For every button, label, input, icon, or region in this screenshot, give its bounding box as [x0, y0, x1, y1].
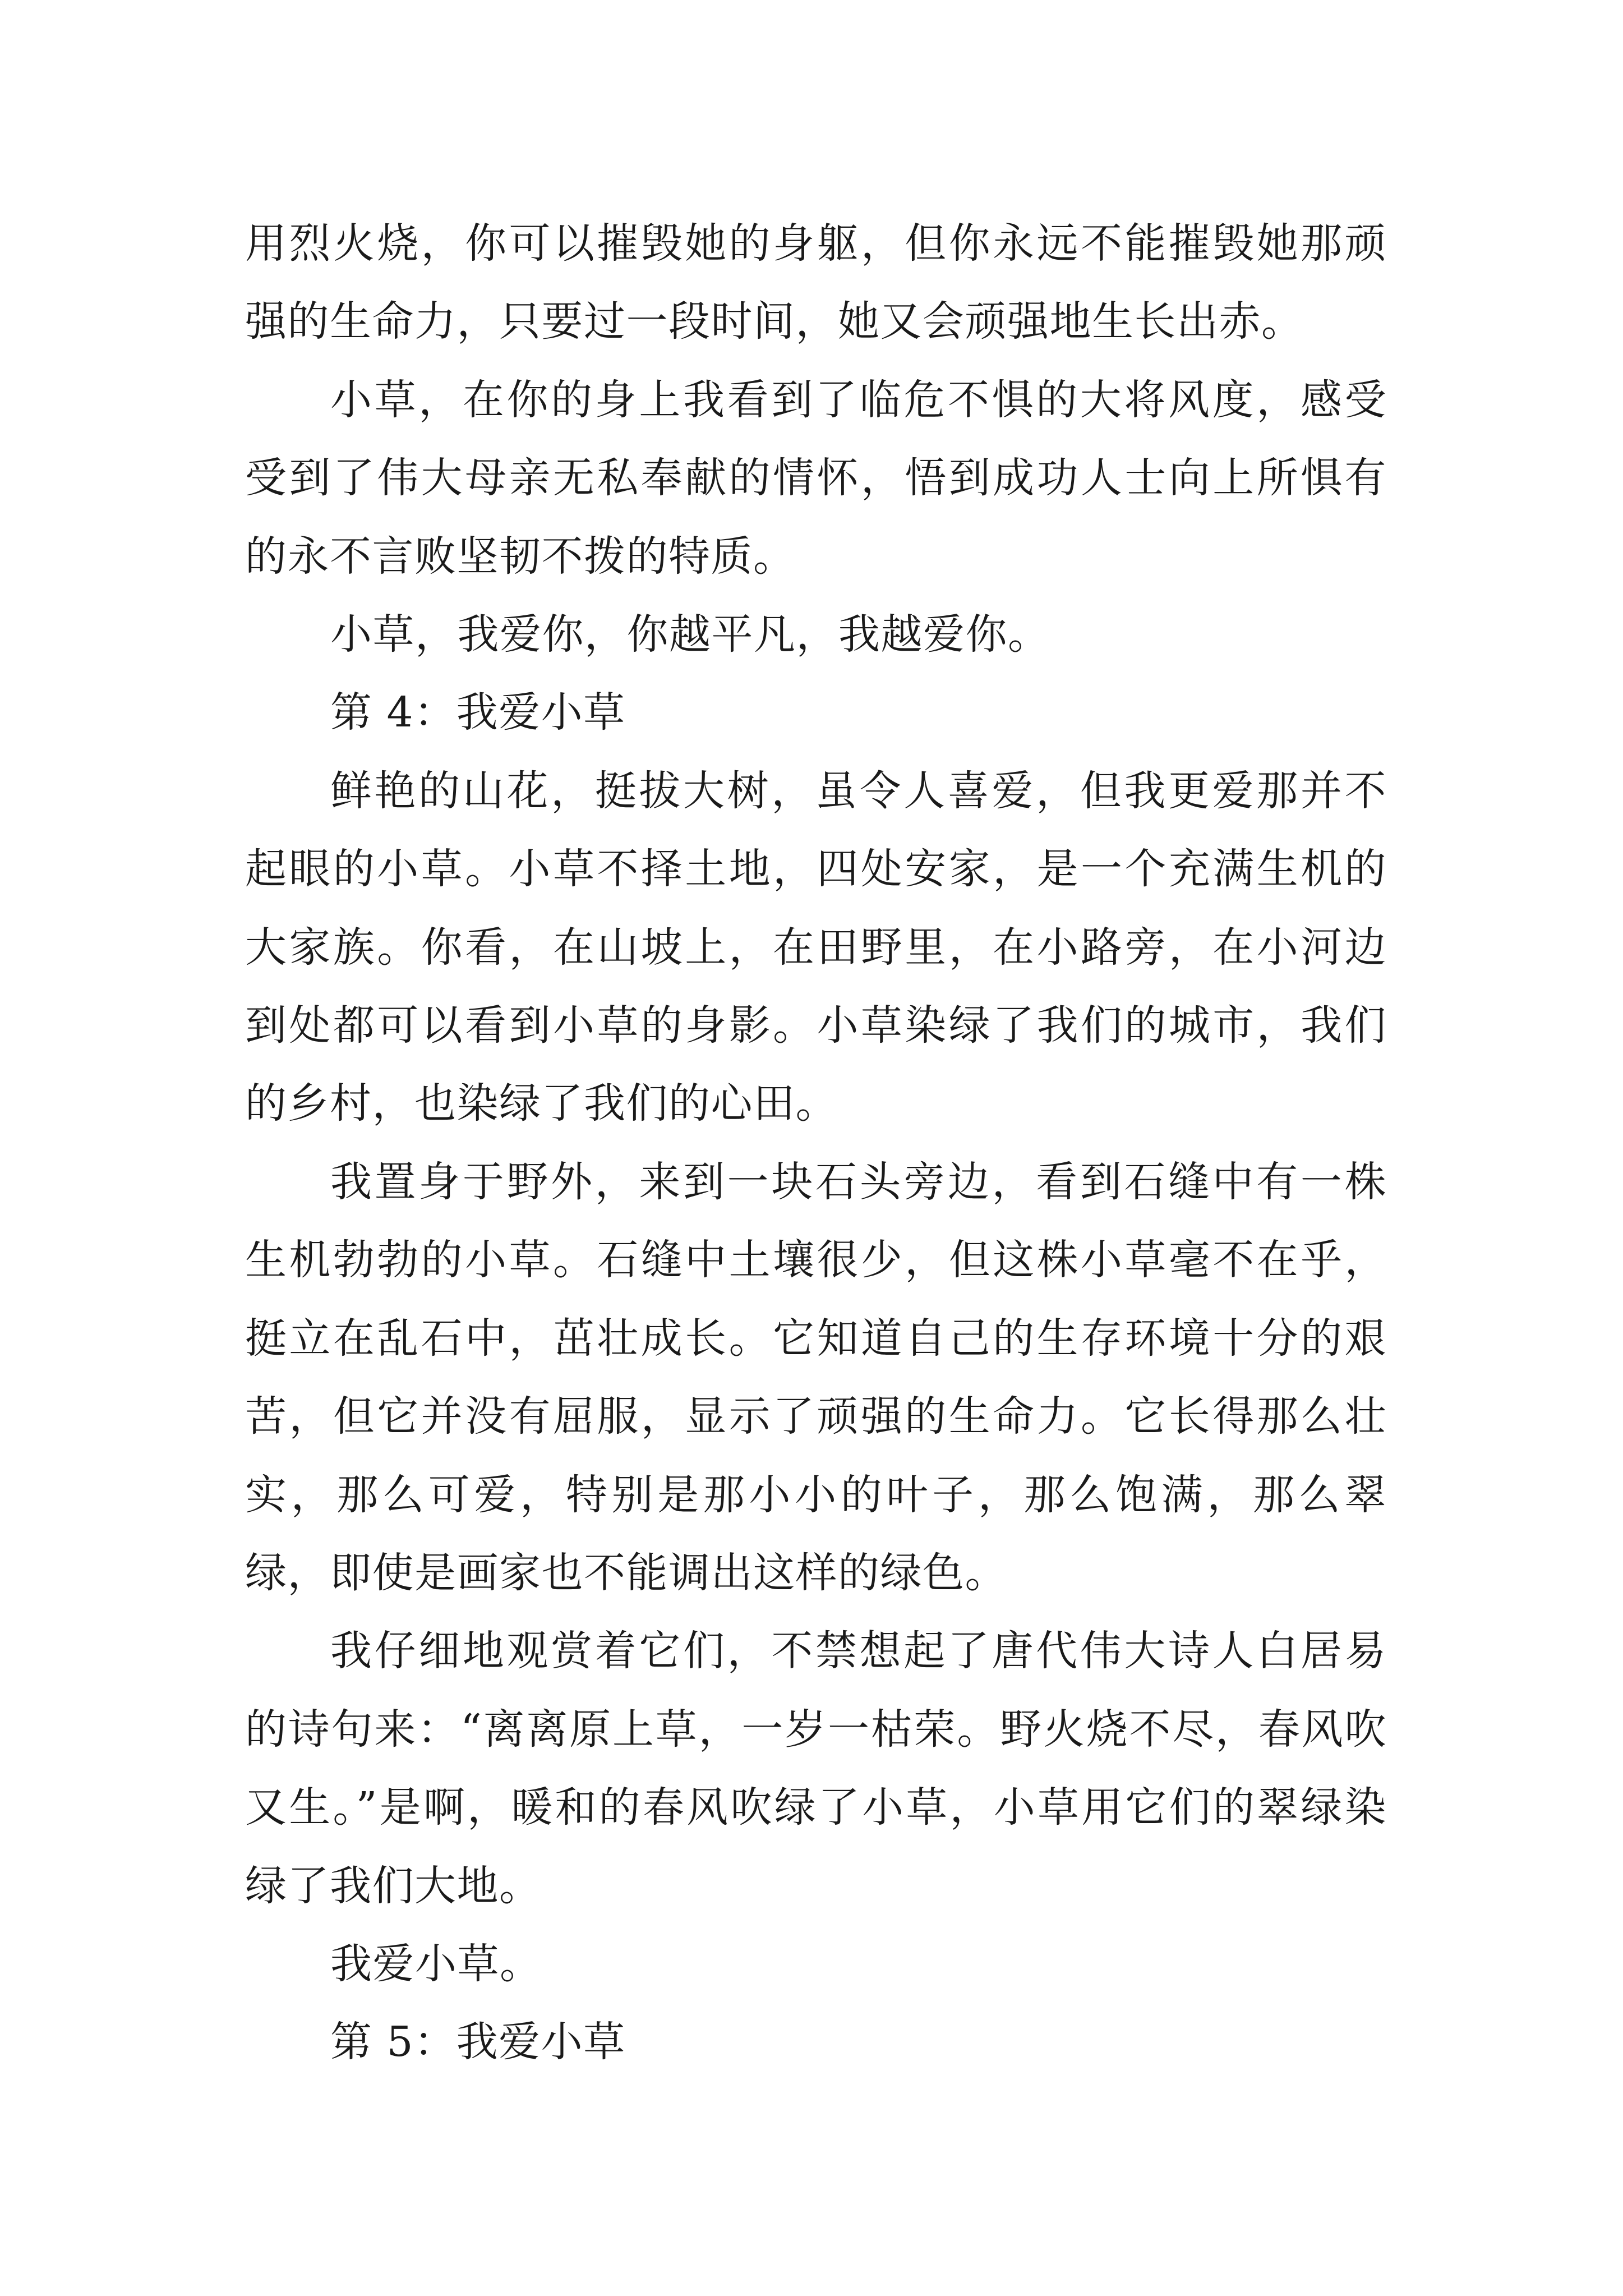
paragraph-3: 小草，我爱你，你越平凡，我越爱你。: [330, 610, 1050, 659]
paragraph-5: 鲜艳的山花，挺拔大树，虽令人喜爱，但我更爱那并不起眼的小草。小草不择土地，四处安家，是一个充满生机的大家族。你看，在山坡上，在田野里，在小路旁，在小河边到处都可以看到小草的身影。小草染绿了我们的城市，我们的乡村，也染绿了我们的心田。: [245, 766, 1387, 1128]
paragraph-7: 我仔细地观赏着它们，不禁想起了唐代伟大诗人白居易的诗句来：“离离原上草，一岁一枯荣。野火烧不尽，春风吹又生。”是啊，暖和的春风吹绿了小草，小草用它们的翠绿染绿了我们大地。: [245, 1627, 1387, 1910]
document-body: [245, 205, 1387, 2082]
section-heading-4: 第 4：我爱小草: [330, 688, 626, 737]
paragraph-2: 小草，在你的身上我看到了临危不惧的大将风度，感受受到了伟大母亲无私奉献的情怀，悟到成功人士向上所惧有的永不言败坚韧不拨的特质。: [245, 375, 1387, 581]
section-heading-5: 第 5：我爱小草: [330, 2018, 626, 2067]
paragraph-6: 我置身于野外，来到一块石头旁边，看到石缝中有一株生机勃勃的小草。石缝中土壤很少，但这株小草毫不在乎，挺立在乱石中，茁壮成长。它知道自己的生存环境十分的艰苦，但它并没有屈服，显示了顽强的生命力。它长得那么壮实，那么可爱，特别是那小小的叶子，那么饱满，那么翠绿，即使是画家也不能调出这样的绿色。: [245, 1157, 1387, 1597]
paragraph-8: 我爱小草。: [330, 1939, 542, 1988]
paragraph-1: 用烈火烧，你可以摧毁她的身躯，但你永远不能摧毁她那顽强的生命力，只要过一段时间，她又会顽强地生长出赤。: [245, 219, 1387, 346]
